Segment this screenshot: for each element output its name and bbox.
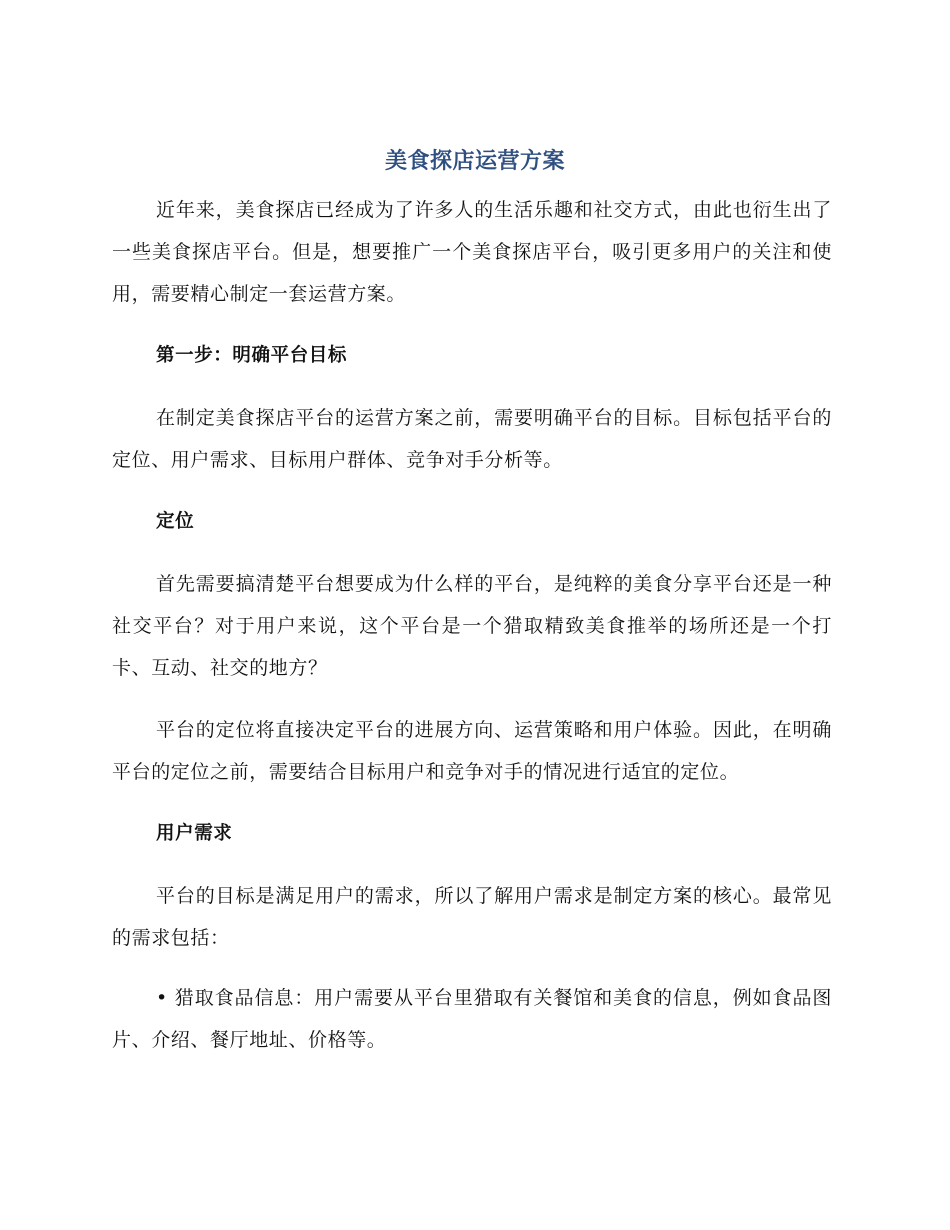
positioning-paragraph-2: 平台的定位将直接决定平台的进展方向、运营策略和用户体验。因此，在明确平台的定位之前，需要结合目标用户和竞争对手的情况进行适宜的定位。	[112, 719, 832, 783]
user-needs-paragraph: 平台的目标是满足用户的需求，所以了解用户需求是制定方案的核心。最常见的需求包括：	[112, 885, 832, 949]
document-title: 美食探店运营方案	[384, 149, 565, 174]
section-heading-step-one: 第一步：明确平台目标	[156, 345, 348, 366]
positioning-paragraph-1: 首先需要搞清楚平台想要成为什么样的平台，是纯粹的美食分享平台还是一种社交平台？对于用户来说，这个平台是一个猎取精致美食推举的场所还是一个打卡、互动、社交的地方？	[112, 573, 832, 679]
document-body	[112, 189, 832, 1081]
bullet-food-info: • 猎取食品信息：用户需要从平台里猎取有关餐馆和美食的信息，例如食品图片、介绍、餐厅地址、价格等。	[112, 987, 832, 1051]
intro-paragraph: 近年来，美食探店已经成为了许多人的生活乐趣和社交方式，由此也衍生出了一些美食探店平台。但是，想要推广一个美食探店平台，吸引更多用户的关注和使用，需要精心制定一套运营方案。	[112, 199, 832, 305]
section-heading-positioning: 定位	[156, 511, 195, 532]
section-heading-user-needs: 用户需求	[156, 823, 233, 844]
goal-paragraph: 在制定美食探店平台的运营方案之前，需要明确平台的目标。目标包括平台的定位、用户需求、目标用户群体、竞争对手分析等。	[112, 407, 832, 471]
